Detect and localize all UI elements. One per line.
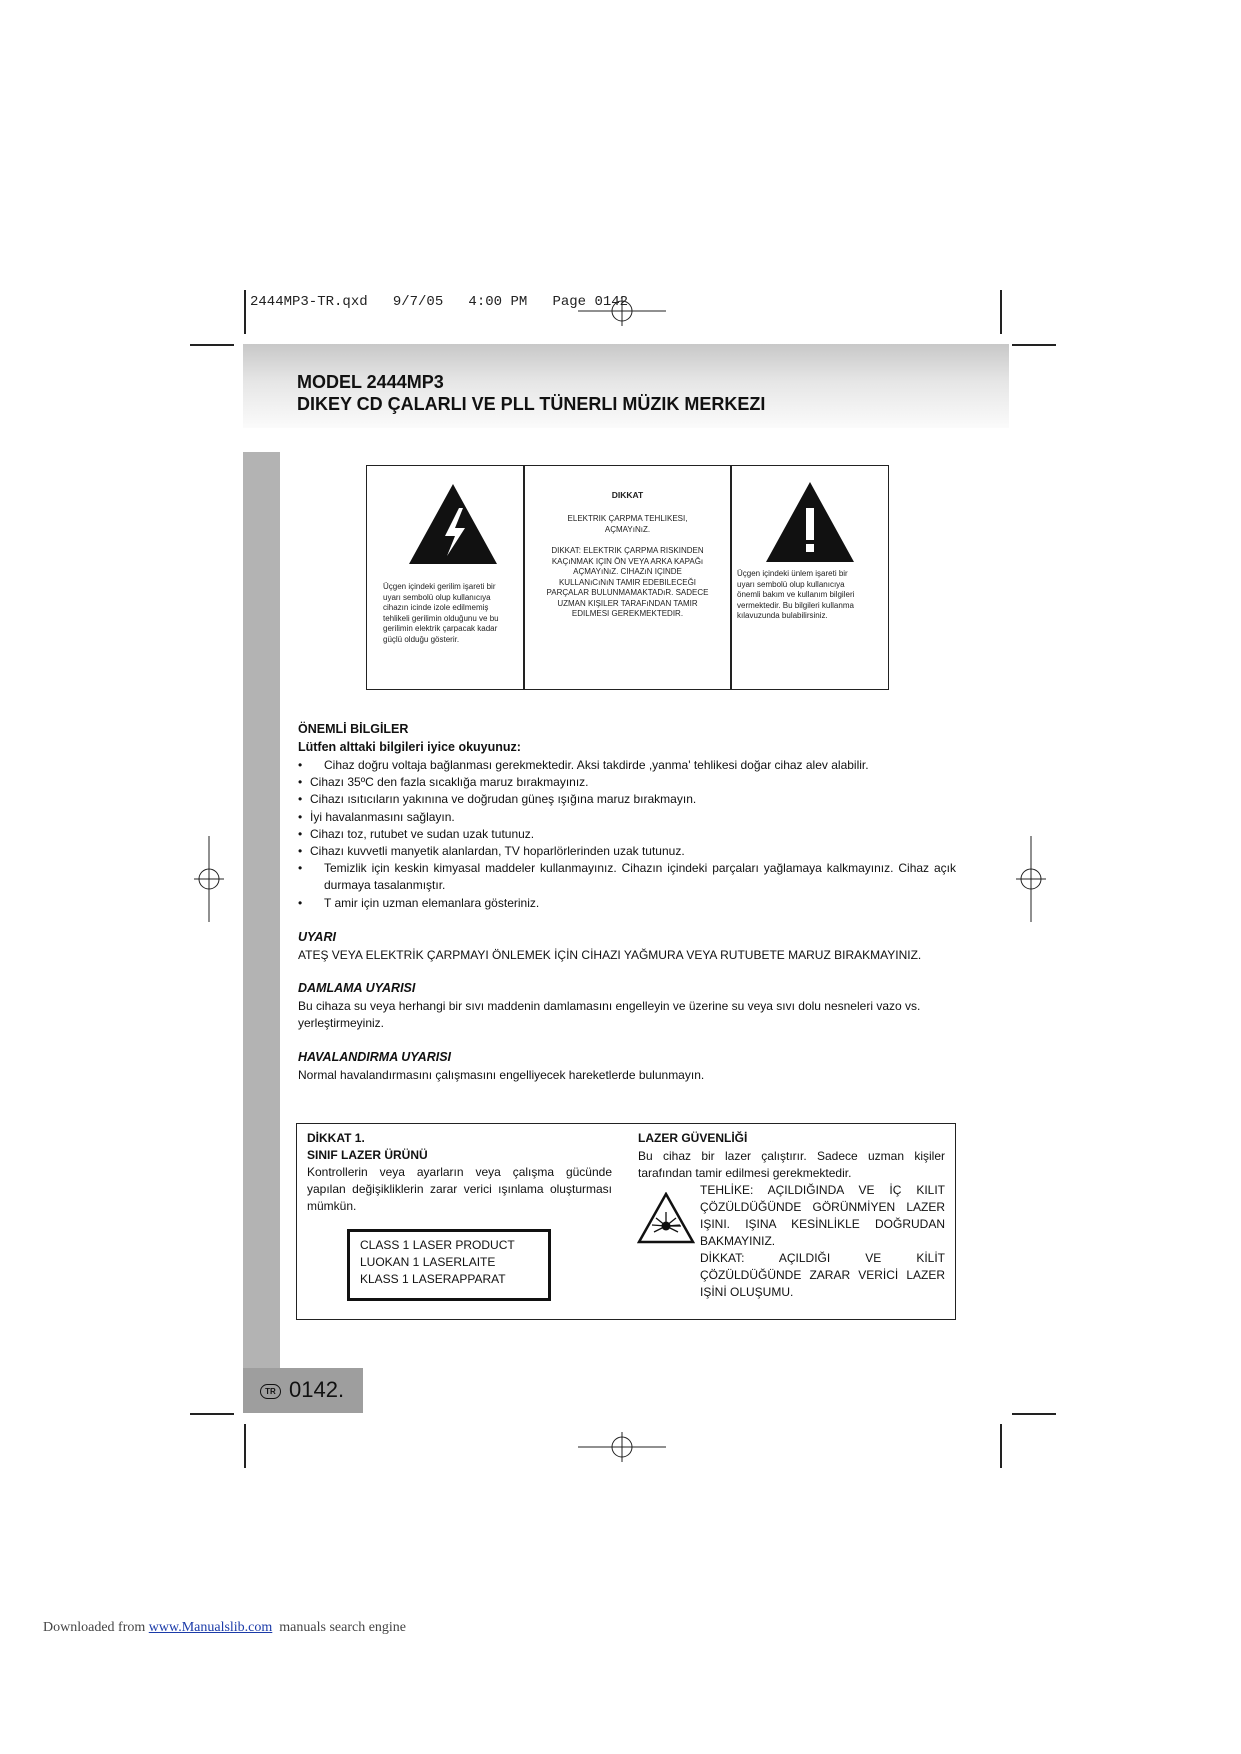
crop-mark bbox=[244, 290, 246, 334]
important-list bbox=[298, 757, 956, 912]
crop-mark bbox=[190, 1413, 234, 1415]
dikkat-text: Kontrollerin veya ayarların veya çalışma gücünde yapılan değişikliklerin zarar verici ışınlama oluşturması mümkün. bbox=[307, 1165, 612, 1213]
important-heading: ÖNEMLİ BİLGİLER bbox=[298, 722, 409, 736]
damlama-heading: DAMLAMA UYARISI bbox=[298, 981, 416, 995]
registration-mark-icon bbox=[1016, 836, 1046, 922]
laser-hazard-icon bbox=[637, 1192, 695, 1244]
page-subtitle: DIKEY CD ÇALARLI VE PLL TÜNERLI MÜZIK MERKEZI bbox=[297, 394, 766, 414]
list-item: • İyi havalanmasını sağlayın. bbox=[298, 809, 956, 826]
crop-mark bbox=[1012, 344, 1056, 346]
exclamation-warning-icon bbox=[764, 480, 856, 564]
page-number: 0142. bbox=[289, 1377, 345, 1402]
list-item: • Cihaz doğru voltaja bağlanması gerekmektedir. Aksi takdirde ,yanma' tehlikesi doğar cihaz alev alabilir. bbox=[298, 757, 956, 774]
lazer-warning: TEHLİKE: AÇILDIĞINDA VE İÇ KILIT ÇÖZÜLDÜĞÜNDE GÖRÜNMİYEN LAZER IŞINI. IŞINA KESİNLİKLE DOĞRUDAN BAKMAYINIZ. DİKKAT: AÇILDIĞI VE KİLİT ÇÖZÜLDÜĞÜNDE ZARAR VERİCİ LAZER IŞİNİ OLUŞUMU. bbox=[700, 1183, 945, 1299]
lazer-heading: LAZER GÜVENLİĞİ bbox=[638, 1131, 748, 1145]
registration-mark-icon bbox=[194, 836, 224, 922]
list-item: • Cihazı 35ºC den fazla sıcaklığa maruz bırakmayınız. bbox=[298, 774, 956, 791]
list-item: • T amir için uzman elemanlara gösteriniz. bbox=[298, 895, 956, 912]
list-item: • Cihazı ısıtıcıların yakınına ve doğrudan güneş ışığına maruz bırakmayın. bbox=[298, 791, 956, 808]
dikkat-heading: DİKKAT 1. bbox=[307, 1131, 365, 1145]
list-item: • Cihazı kuvvetli manyetik alanlardan, TV hoparlörlerinden uzak tutunuz. bbox=[298, 843, 956, 860]
uyari-text: ATEŞ VEYA ELEKTRİK ÇARPMAYI ÖNLEMEK İÇİN CİHAZI YAĞMURA VEYA RUTUBETE MARUZ BIRAKMAYINIZ. bbox=[298, 948, 922, 962]
lazer-intro: Bu cihaz bir lazer çalıştırır. Sadece uzman kişiler tarafından tamir edilmesi gerekmektedir. bbox=[638, 1149, 945, 1180]
crop-mark bbox=[190, 344, 234, 346]
laser-class-heading: SINIF LAZER ÜRÜNÜ bbox=[307, 1148, 428, 1162]
registration-mark-icon bbox=[578, 1432, 666, 1462]
crop-mark bbox=[244, 1424, 246, 1468]
havalandirma-heading: HAVALANDIRMA UYARISI bbox=[298, 1050, 452, 1064]
page-title: MODEL 2444MP3 bbox=[297, 372, 444, 392]
file-slug: 2444MP3-TR.qxd 9/7/05 4:00 PM Page 0142 bbox=[250, 294, 629, 310]
list-item: • Temizlik için keskin kimyasal maddeler kullanmayınız. Cihazın içindeki parçaları yağlamaya kalkmayınız. Cihaz açık durmaya tasalanmıştır. bbox=[298, 860, 956, 894]
footer: Downloaded from www.Manualslib.com manuals search engine bbox=[43, 1620, 407, 1635]
language-badge: TR bbox=[260, 1384, 281, 1399]
important-subheading: Lütfen alttaki bilgileri iyice okuyunuz: bbox=[298, 740, 521, 754]
crop-mark bbox=[1000, 1424, 1002, 1468]
dikkat-label: DIKKAT bbox=[611, 490, 644, 500]
crop-mark bbox=[1012, 1413, 1056, 1415]
uyari-heading: UYARI bbox=[298, 930, 336, 944]
laser-class-label: CLASS 1 LASER PRODUCT LUOKAN 1 LASERLAITE KLASS 1 LASERAPPARAT bbox=[347, 1229, 551, 1301]
side-bar bbox=[243, 452, 280, 1368]
warning-table: Üçgen içindeki gerilim işareti bir uyarı sembolü olup kullanıcıya cihazın icinde izole edilmemiş tehlikeli gerilimin olduğunu ve bu gerilimin elektrik çarpacak kadar güçlü olduğu gösterir. DIKKAT ELEKTRIK ÇARPMA TEHLIKESI, AÇMAYıNıZ. DIKKAT: ELEKTRIK ÇARPMA RISKINDEN KAÇıNMAK IÇIN ÖN VEYA ARKA KAPAĞı AÇMAYıNıZ. CIHAZıN IÇINDE KULLANıCıNıN TAMIR EDEBILECEĞI PARÇALAR BULUNMAMAKTADıR. SADECE UZMAN KIŞILER TARAFıNDAN TAMIR EDILMESI GEREKMEKTEDIR. Üçgen içindeki ünlem işareti bir uyarı sembolü olup kullanıcıya önemli bakım ve kullanım bilgileri vermektedir. Bu bilgileri kullanma kılavuzunda bulabilirsiniz. bbox=[366, 465, 889, 690]
lightning-warning-icon bbox=[407, 482, 499, 566]
havalandirma-text: Normal havalandırmasını çalışmasını engelliyecek hareketlerde bulunmayın. bbox=[298, 1068, 705, 1082]
list-item: • Cihazı toz, rutubet ve sudan uzak tutunuz. bbox=[298, 826, 956, 843]
manualslib-link[interactable]: www.Manualslib.com bbox=[148, 1620, 273, 1635]
damlama-text: Bu cihaza su veya herhangi bir sıvı maddenin damlamasını engelleyin ve üzerine su veya sıvı dolu nesneleri vazo vs. yerleştirmeyiniz. bbox=[298, 999, 921, 1030]
crop-mark bbox=[1000, 290, 1002, 334]
